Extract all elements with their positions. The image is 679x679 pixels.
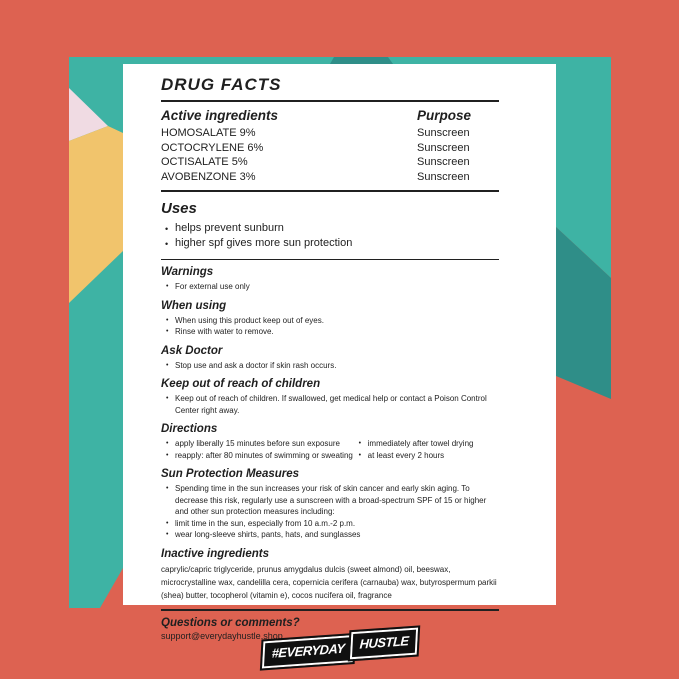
sun-protection-heading: Sun Protection Measures: [161, 468, 300, 480]
list-item: • Keep out of reach of children. If swallowed, get medical help or contact a Poison Control Center right away.: [161, 393, 499, 416]
active-ingredients-heading: Active ingredients: [161, 108, 279, 123]
ingredient-purpose: Sunscreen: [417, 127, 470, 139]
when-using-heading: When using: [161, 299, 227, 312]
page-title: DRUG FACTS: [161, 75, 282, 94]
table-row: [161, 141, 499, 156]
list-item: • When using this product keep out of eyes.: [161, 315, 499, 327]
directions-columns: [161, 438, 499, 461]
ingredient-name: AVOBENZONE 3%: [161, 170, 256, 183]
warnings-heading: Warnings: [161, 266, 214, 278]
ingredient-purpose: Sunscreen: [417, 170, 470, 183]
divider: [161, 100, 499, 102]
list-item: • apply liberally 15 minutes before sun exposure: [161, 438, 354, 450]
inactive-ingredients-text: caprylic/capric triglyceride, prunus amygdalus dulcis (sweet almond) oil, beeswax, microcrystalline wax, candelilla cera, copernicia cerifera (carnauba) wax, butyrospermum parkii (shea) butter, tocopherol (vitamin e), cocos nucifera oil, fragrance: [161, 564, 497, 600]
brand-logo-right-tag: [349, 627, 417, 659]
list-item: • helps prevent sunburn: [161, 221, 499, 236]
directions-heading: Directions: [161, 423, 218, 435]
divider: [161, 259, 499, 260]
table-row: [161, 170, 499, 185]
list-item: • For external use only: [161, 281, 499, 293]
directions-right-column: [354, 438, 499, 461]
divider: [161, 609, 499, 611]
uses-list: [161, 221, 499, 250]
table-row: [161, 155, 499, 170]
list-item: • reapply: after 80 minutes of swimming or sweating: [161, 450, 354, 462]
brand-logo-text-hustle: HUSTLE: [358, 633, 409, 652]
ingredient-purpose: Sunscreen: [417, 141, 470, 154]
ingredient-name: OCTOCRYLENE 6%: [161, 141, 264, 154]
keep-out-of-reach-heading: Keep out of reach of children: [161, 378, 321, 390]
uses-heading: Uses: [161, 200, 197, 217]
list-item: • wear long-sleeve shirts, pants, hats, and sunglasses: [161, 529, 499, 541]
purpose-heading: Purpose: [417, 108, 472, 123]
list-item: • limit time in the sun, especially from 10 a.m.-2 p.m.: [161, 518, 499, 530]
questions-heading: Questions or comments?: [161, 617, 300, 630]
active-ingredients-table: [161, 108, 499, 184]
ingredient-name: OCTISALATE 5%: [161, 156, 248, 168]
drug-facts-panel: [123, 64, 556, 642]
list-item: • immediately after towel drying: [354, 438, 499, 450]
list-item: • Rinse with water to remove.: [161, 326, 499, 338]
list-item: • higher spf gives more sun protection: [161, 236, 499, 251]
support-email: support@everydayhustle.shop: [161, 631, 283, 642]
list-item: • at least every 2 hours: [354, 450, 499, 462]
inactive-ingredients-heading: Inactive ingredients: [161, 547, 270, 560]
divider: [161, 190, 499, 192]
list-item: • Stop use and ask a doctor if skin rash occurs.: [161, 360, 499, 372]
brand-logo-text-everyday: #EVERYDAY: [270, 640, 345, 661]
list-item: • Spending time in the sun increases your risk of skin cancer and early skin aging. To decrease this risk, regularly use a sunscreen with a broad-spectrum SPF of 15 or higher and other sun protection measures including:: [161, 483, 499, 518]
teal-dark-top-trapezoid: [330, 57, 393, 64]
ingredient-name: HOMOSALATE 9%: [161, 127, 256, 139]
ask-doctor-heading: Ask Doctor: [161, 344, 223, 357]
ingredient-purpose: Sunscreen: [417, 156, 470, 168]
directions-left-column: [161, 438, 354, 461]
table-row: [161, 126, 499, 141]
